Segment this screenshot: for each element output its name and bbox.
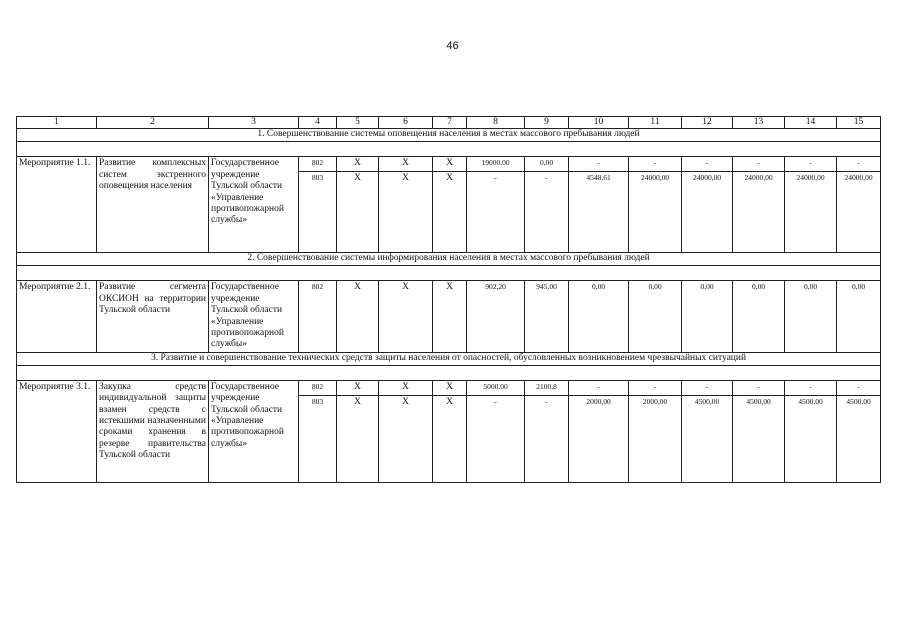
cell: X xyxy=(433,380,467,395)
header-cell: 1 xyxy=(17,117,97,129)
header-cell: 3 xyxy=(209,117,299,129)
header-cell: 7 xyxy=(433,117,467,129)
cell: X xyxy=(337,172,379,253)
cell-amount: - xyxy=(785,380,837,395)
section-title: 3. Развитие и совершенствование технических средств защиты населения от опасностей, обусловленных возникновением чрезвычайных ситуаций xyxy=(17,352,881,365)
cell: X xyxy=(433,395,467,482)
header-cell: 12 xyxy=(682,117,733,129)
cell-code: 803 xyxy=(299,172,337,253)
cell-amount: - xyxy=(467,395,525,482)
header-cell: 10 xyxy=(569,117,629,129)
header-cell: 13 xyxy=(733,117,785,129)
cell: X xyxy=(433,281,467,352)
cell-amount: - xyxy=(629,380,682,395)
cell: X xyxy=(337,395,379,482)
page-number: 46 xyxy=(446,40,459,52)
event-label: Мероприятие 3.1. xyxy=(17,380,97,482)
cell: X xyxy=(379,380,433,395)
event-label: Мероприятие 2.1. xyxy=(17,281,97,352)
event-executor: Государственное учреждение Тульской области «Управление противопожарной службы» xyxy=(209,380,299,482)
spacer-row xyxy=(17,266,881,281)
cell-amount: 4500,00 xyxy=(733,395,785,482)
spacer-row xyxy=(17,142,881,157)
cell: X xyxy=(337,157,379,172)
cell: X xyxy=(379,157,433,172)
program-table xyxy=(16,116,881,483)
cell: X xyxy=(379,172,433,253)
cell: X xyxy=(379,395,433,482)
header-cell: 9 xyxy=(525,117,569,129)
cell-amount: 0,00 xyxy=(629,281,682,352)
cell-amount: 0,00 xyxy=(785,281,837,352)
section-title: 2. Совершенствование системы информирования населения в местах массового пребывания людей xyxy=(17,253,881,266)
cell-amount: - xyxy=(525,395,569,482)
event-description: Закупка средств индивидуальной защиты взамен средств с истекшими назначенными сроками хранения в резерве правительства Тульской области xyxy=(97,380,209,482)
cell-amount: - xyxy=(733,157,785,172)
cell-amount: - xyxy=(467,172,525,253)
cell-code: 802 xyxy=(299,281,337,352)
cell-amount: 0,00 xyxy=(733,281,785,352)
cell-amount: - xyxy=(525,172,569,253)
section-title-row xyxy=(17,352,881,365)
cell-amount: 24000,00 xyxy=(837,172,881,253)
cell-code: 802 xyxy=(299,380,337,395)
cell-amount: 19000,00 xyxy=(467,157,525,172)
cell: X xyxy=(379,281,433,352)
header-cell: 4 xyxy=(299,117,337,129)
cell-amount: - xyxy=(837,157,881,172)
event-label: Мероприятие 1.1. xyxy=(17,157,97,253)
cell-amount: 5000,00 xyxy=(467,380,525,395)
event-description: Развитие сегмента ОКСИОН на территории Тульской области xyxy=(97,281,209,352)
cell-amount: - xyxy=(733,380,785,395)
section-title-row xyxy=(17,253,881,266)
cell-amount: - xyxy=(629,157,682,172)
header-cell: 14 xyxy=(785,117,837,129)
cell: X xyxy=(433,157,467,172)
table-row xyxy=(17,380,881,395)
cell-amount: - xyxy=(682,380,733,395)
cell: X xyxy=(337,281,379,352)
cell-amount: 4500,00 xyxy=(682,395,733,482)
header-cell: 5 xyxy=(337,117,379,129)
section-title: 1. Совершенствование системы оповещения населения в местах массового пребывания людей xyxy=(17,129,881,142)
cell-amount: 902,20 xyxy=(467,281,525,352)
header-cell: 6 xyxy=(379,117,433,129)
event-executor: Государственное учреждение Тульской области «Управление противопожарной службы» xyxy=(209,157,299,253)
cell-amount: 2000,00 xyxy=(569,395,629,482)
cell-amount: 2100,8 xyxy=(525,380,569,395)
table-row xyxy=(17,157,881,172)
cell-code: 802 xyxy=(299,157,337,172)
cell-amount: 0,00 xyxy=(525,157,569,172)
cell-amount: 24000,00 xyxy=(629,172,682,253)
cell-amount: 24000,00 xyxy=(785,172,837,253)
cell-amount: - xyxy=(785,157,837,172)
cell-code: 803 xyxy=(299,395,337,482)
cell-amount: 24000,00 xyxy=(682,172,733,253)
cell-amount: 2000,00 xyxy=(629,395,682,482)
cell-amount: 945,00 xyxy=(525,281,569,352)
cell-amount: - xyxy=(682,157,733,172)
header-cell: 11 xyxy=(629,117,682,129)
spacer-row xyxy=(17,365,881,380)
cell-amount: 24000,00 xyxy=(733,172,785,253)
header-cell: 8 xyxy=(467,117,525,129)
header-row xyxy=(17,117,881,129)
cell-amount: 0,00 xyxy=(837,281,881,352)
cell-amount: 0,00 xyxy=(569,281,629,352)
cell-amount: 4548,61 xyxy=(569,172,629,253)
cell-amount: 4500,00 xyxy=(785,395,837,482)
event-description: Развитие комплексных систем экстренного оповещения населения xyxy=(97,157,209,253)
cell: X xyxy=(433,172,467,253)
cell-amount: - xyxy=(569,380,629,395)
cell: X xyxy=(337,380,379,395)
cell-amount: - xyxy=(569,157,629,172)
header-cell: 15 xyxy=(837,117,881,129)
header-cell: 2 xyxy=(97,117,209,129)
table-row xyxy=(17,281,881,352)
cell-amount: - xyxy=(837,380,881,395)
cell-amount: 4500,00 xyxy=(837,395,881,482)
cell-amount: 0,00 xyxy=(682,281,733,352)
section-title-row xyxy=(17,129,881,142)
event-executor: Государственное учреждение Тульской области «Управление противопожарной службы» xyxy=(209,281,299,352)
